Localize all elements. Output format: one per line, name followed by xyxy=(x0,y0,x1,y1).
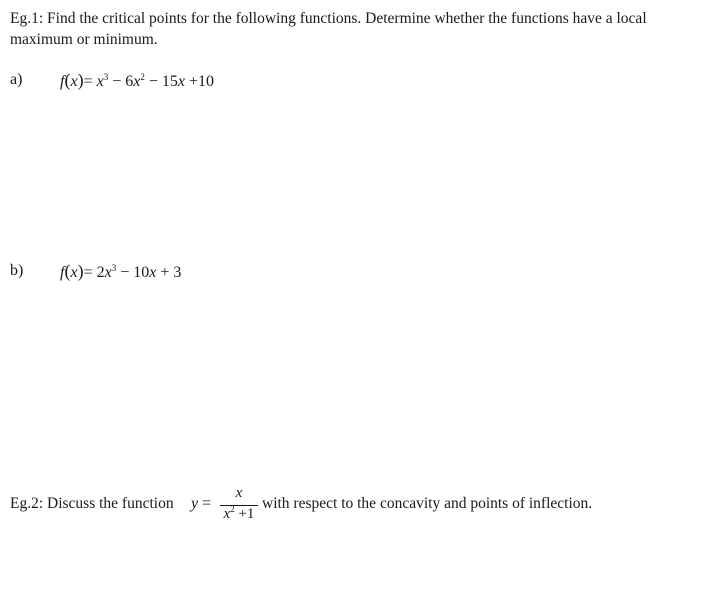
eg2-equation-lhs xyxy=(191,495,211,513)
term-var: x xyxy=(177,73,185,90)
part-a-label: a) xyxy=(10,71,23,88)
y-var: y xyxy=(191,495,199,512)
eg2-fraction xyxy=(220,485,258,527)
func-name: f xyxy=(60,73,65,90)
den-var: x xyxy=(223,506,231,522)
term-var: x xyxy=(96,73,104,90)
constant-term: 3 xyxy=(173,264,182,281)
term-var: x xyxy=(104,264,112,281)
eg1-line-1: Eg.1: Find the critical points for the following functions. Determine whether the functions have a local xyxy=(10,10,647,27)
term-coef: 6 xyxy=(125,73,134,90)
term-exponent: 3 xyxy=(103,72,109,82)
constant-term: 10 xyxy=(198,73,215,90)
equals-sign: = xyxy=(83,73,93,90)
operator: − xyxy=(120,264,130,281)
operator: + xyxy=(160,264,170,281)
fraction-denominator xyxy=(220,506,258,523)
operator: − xyxy=(148,73,158,90)
part-a-equation: $f(x)= x^3 - 6x^2 - 15x +10$ xyxy=(60,70,215,90)
func-var: x xyxy=(70,264,78,281)
term-coef: 2 xyxy=(96,264,105,281)
eg2-tail: with respect to the concavity and points of inflection. xyxy=(262,495,593,512)
term-coef: 15 xyxy=(161,73,178,90)
func-var: x xyxy=(70,73,78,90)
operator: + xyxy=(188,73,199,90)
term-var: x xyxy=(149,264,157,281)
term-var: x xyxy=(133,73,141,90)
den-rest: +1 xyxy=(234,506,255,522)
equals-sign: = xyxy=(83,264,93,281)
part-b-equation: $f(x)= 2x^3 - 10x + 3$ xyxy=(60,261,182,281)
term-exponent: 2 xyxy=(140,72,145,82)
den-exponent: 2 xyxy=(230,504,235,514)
term-coef: 10 xyxy=(133,264,150,281)
operator: − xyxy=(112,73,122,90)
fraction-numerator: x xyxy=(235,485,243,501)
equals-sign: = xyxy=(202,495,212,512)
term-exponent: 3 xyxy=(111,263,117,273)
eg1-line-2: maximum or minimum. xyxy=(10,31,158,48)
part-b-label: b) xyxy=(10,262,24,279)
func-name: f xyxy=(60,264,65,281)
eg2-lead: Eg.2: Discuss the function xyxy=(10,495,174,512)
